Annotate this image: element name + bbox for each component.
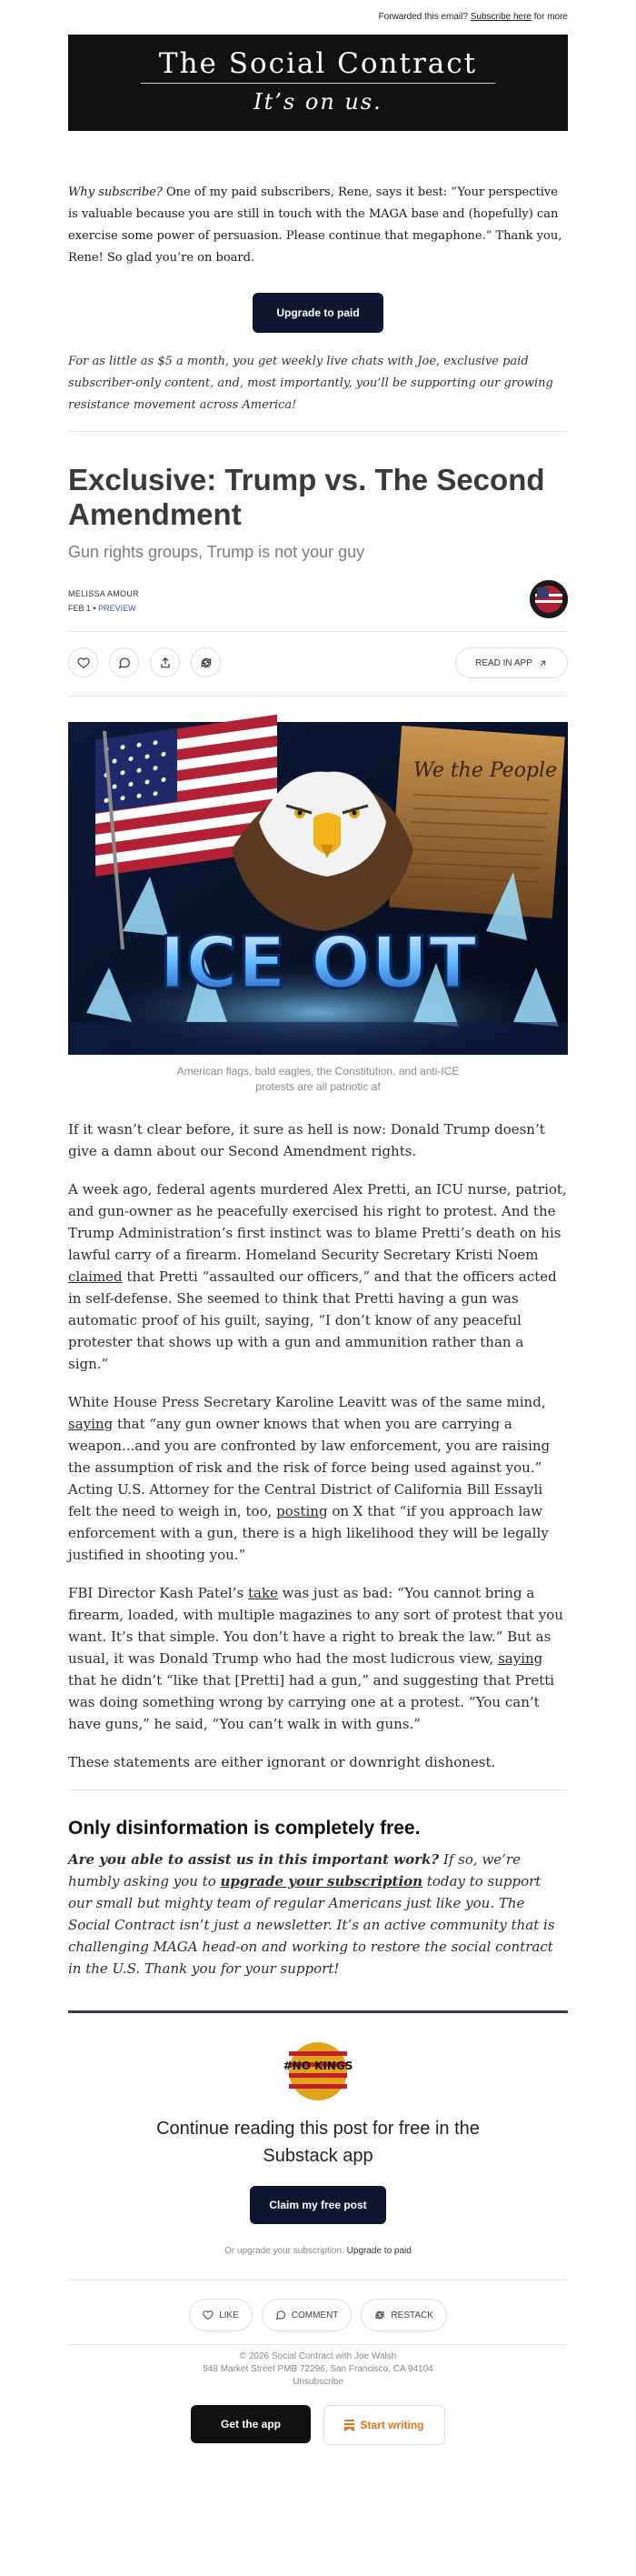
banner-tagline: It’s on us. bbox=[253, 89, 383, 115]
comment-button[interactable] bbox=[109, 647, 139, 677]
article-body bbox=[68, 1118, 568, 1773]
we-the-people-text: We the People bbox=[413, 759, 558, 782]
upgrade-to-paid-link[interactable]: Upgrade to paid bbox=[346, 2246, 412, 2256]
heart-icon bbox=[203, 2310, 214, 2320]
support-heading: Only disinformation is completely free. bbox=[68, 1818, 421, 1839]
upgrade-note bbox=[68, 2246, 568, 2256]
preview-label: PREVIEW bbox=[98, 604, 136, 613]
paywall bbox=[68, 2042, 568, 2256]
footer bbox=[68, 2350, 568, 2389]
read-in-app-label: READ IN APP bbox=[475, 657, 532, 668]
unsubscribe-link[interactable]: Unsubscribe bbox=[293, 2377, 343, 2387]
ice-out-text: ICE OUT bbox=[159, 923, 477, 1005]
divider bbox=[68, 431, 568, 432]
support-section bbox=[68, 1818, 568, 1980]
saying-link[interactable]: saying bbox=[498, 1650, 543, 1667]
claimed-link[interactable]: claimed bbox=[68, 1268, 123, 1285]
restack-pill[interactable] bbox=[361, 2299, 447, 2331]
banner-rule bbox=[141, 83, 495, 84]
or-text: Or upgrade your subscription. bbox=[224, 2246, 344, 2256]
post-date bbox=[68, 604, 568, 613]
like-label: LIKE bbox=[219, 2310, 239, 2320]
paragraph: If it wasn’t clear before, it sure as hell is now: Donald Trump doesn’t give a damn about our Second Amendment rights. bbox=[68, 1121, 545, 1159]
intro-text: One of my paid subscribers, Rene, says it best: “Your perspective is valuable because you are still in touch with the MAGA base and (hopefully) can exercise some power of persuasion. Please continue that megaphone.” Thank you, Rene! So glad you’re on board. bbox=[68, 185, 562, 265]
engagement-bar bbox=[68, 2299, 568, 2331]
hero-figure bbox=[68, 722, 568, 1095]
post-action-bar bbox=[68, 632, 568, 696]
date-separator: • bbox=[91, 604, 99, 613]
forward-notice bbox=[68, 0, 568, 35]
start-writing-label: Start writing bbox=[360, 2419, 424, 2431]
subscribe-link[interactable]: Subscribe here bbox=[470, 12, 532, 22]
like-pill[interactable] bbox=[189, 2299, 253, 2331]
footer-copyright: © 2026 Social Contract with Joe Walsh bbox=[239, 2351, 397, 2361]
comment-icon bbox=[275, 2310, 286, 2320]
restack-label: RESTACK bbox=[391, 2310, 433, 2320]
divider bbox=[68, 1789, 568, 1790]
hero-caption: American flags, bald eagles, the Constitution, and anti-ICE protests are all patriotic af bbox=[176, 1065, 460, 1093]
restack-icon bbox=[374, 2310, 385, 2320]
posting-link[interactable]: posting bbox=[276, 1503, 328, 1519]
like-button[interactable] bbox=[68, 647, 98, 677]
divider bbox=[68, 696, 568, 697]
hero-image[interactable] bbox=[68, 722, 568, 1055]
substack-icon bbox=[344, 2420, 354, 2431]
paywall-divider bbox=[68, 2010, 568, 2013]
forward-prefix: Forwarded this email? bbox=[378, 12, 468, 22]
date-text: FEB 1 bbox=[68, 604, 92, 613]
restack-icon bbox=[200, 657, 213, 669]
intro-lead: Why subscribe? bbox=[68, 185, 163, 199]
share-button[interactable] bbox=[150, 647, 180, 677]
saying-link[interactable]: saying bbox=[68, 1416, 114, 1432]
badge-text: #NO KINGS bbox=[283, 2060, 353, 2072]
newsletter-banner bbox=[68, 35, 568, 131]
paragraph: These statements are either ignorant or downright dishonest. bbox=[68, 1754, 496, 1770]
post-title: Exclusive: Trump vs. The Second Amendment bbox=[68, 463, 545, 531]
paragraph: A week ago, federal agents murdered Alex Pretti, an ICU nurse, patriot, and gun-owner as he peacefully exercised his right to protest. And the Trump Administration’s first instinct was to blame Pretti’s death on his lawful carry of a firearm. Homeland Security Secretary Kristi Noem claimed that Pretti “assaulted our officers,” and that the officers acted in self-defense. She seemed to think that Pretti having a gun was automatic proof of his guilt, saying, “I don’t know of any peaceful protester that shows up with a gun and ammunition rather than a sign.” bbox=[68, 1181, 567, 1372]
arrow-up-right-icon bbox=[538, 658, 548, 668]
paragraph: White House Press Secretary Karoline Leavitt was of the same mind, saying that “any gun owner knows that when you are carrying a weapon...and you are confronted by law enforcement, you are raising the assumption of risk and the risk of force being used against you.” Acting U.S. Attorney for the Central District of California Bill Essayli felt the need to weigh in, too, posting on X that “if you approach law enforcement with a gun, there is a high likelihood they will be legally justified in shooting you.” bbox=[68, 1394, 551, 1563]
comment-label: COMMENT bbox=[291, 2310, 339, 2320]
upgrade-subscription-link[interactable]: upgrade your subscription bbox=[220, 1873, 423, 1889]
comment-icon bbox=[118, 657, 131, 669]
read-in-app-button[interactable] bbox=[455, 647, 568, 678]
restack-button[interactable] bbox=[191, 647, 221, 677]
upgrade-to-paid-button[interactable]: Upgrade to paid bbox=[253, 293, 383, 333]
paywall-headline: Continue reading this post for free in the Substack app bbox=[156, 2119, 480, 2166]
intro-paragraph bbox=[68, 182, 568, 269]
post-subtitle: Gun rights groups, Trump is not your guy bbox=[68, 543, 365, 561]
share-icon bbox=[159, 657, 172, 669]
get-the-app-button[interactable]: Get the app bbox=[191, 2405, 311, 2443]
footer-buttons bbox=[68, 2405, 568, 2445]
comment-pill[interactable] bbox=[262, 2299, 353, 2331]
author-name[interactable]: MELISSA AMOUR bbox=[68, 589, 139, 598]
paragraph: FBI Director Kash Patel’s take was just as bad: “You cannot bring a firearm, loaded, with multiple magazines to any sort of protest that you want. It’s that simple. You don’t have a right to break the law.” But as usual, it was Donald Trump who had the most ludicrous view, saying that he didn’t “like that [Pretti] had a gun,” and suggesting that Pretti was doing something wrong by carrying one at a protest. “You can’t have guns,” he said, “You can’t walk in with guns.” bbox=[68, 1585, 563, 1732]
support-bold: Are you able to assist us in this important work? bbox=[68, 1851, 440, 1868]
footer-address: 548 Market Street PMB 72296, San Francisco, CA 94104 bbox=[203, 2364, 433, 2374]
claim-free-post-button[interactable]: Claim my free post bbox=[250, 2186, 386, 2224]
intro-pitch: For as little as $5 a month, you get weekly live chats with Joe, exclusive paid subscriber-only content, and, most importantly, you’ll be supporting our growing resistance movement across America! bbox=[68, 355, 553, 412]
banner-title: The Social Contract bbox=[158, 47, 478, 80]
take-link[interactable]: take bbox=[247, 1585, 278, 1601]
heart-icon bbox=[77, 657, 90, 669]
divider bbox=[68, 2344, 568, 2345]
support-text: Are you able to assist us in this important work? If so, we’re humbly asking you to upgrade your subscription today to support our small but mighty team of regular Americans just like you. The Social Contract isn’t just a newsletter. It’s an active community that is challenging MAGA head-on and working to restore the social contract in the U.S. Thank you for your support! bbox=[68, 1851, 555, 1977]
author-avatar[interactable] bbox=[530, 580, 568, 618]
no-kings-badge bbox=[283, 2042, 353, 2100]
forward-suffix: for more bbox=[533, 12, 568, 22]
start-writing-button[interactable] bbox=[323, 2405, 445, 2445]
